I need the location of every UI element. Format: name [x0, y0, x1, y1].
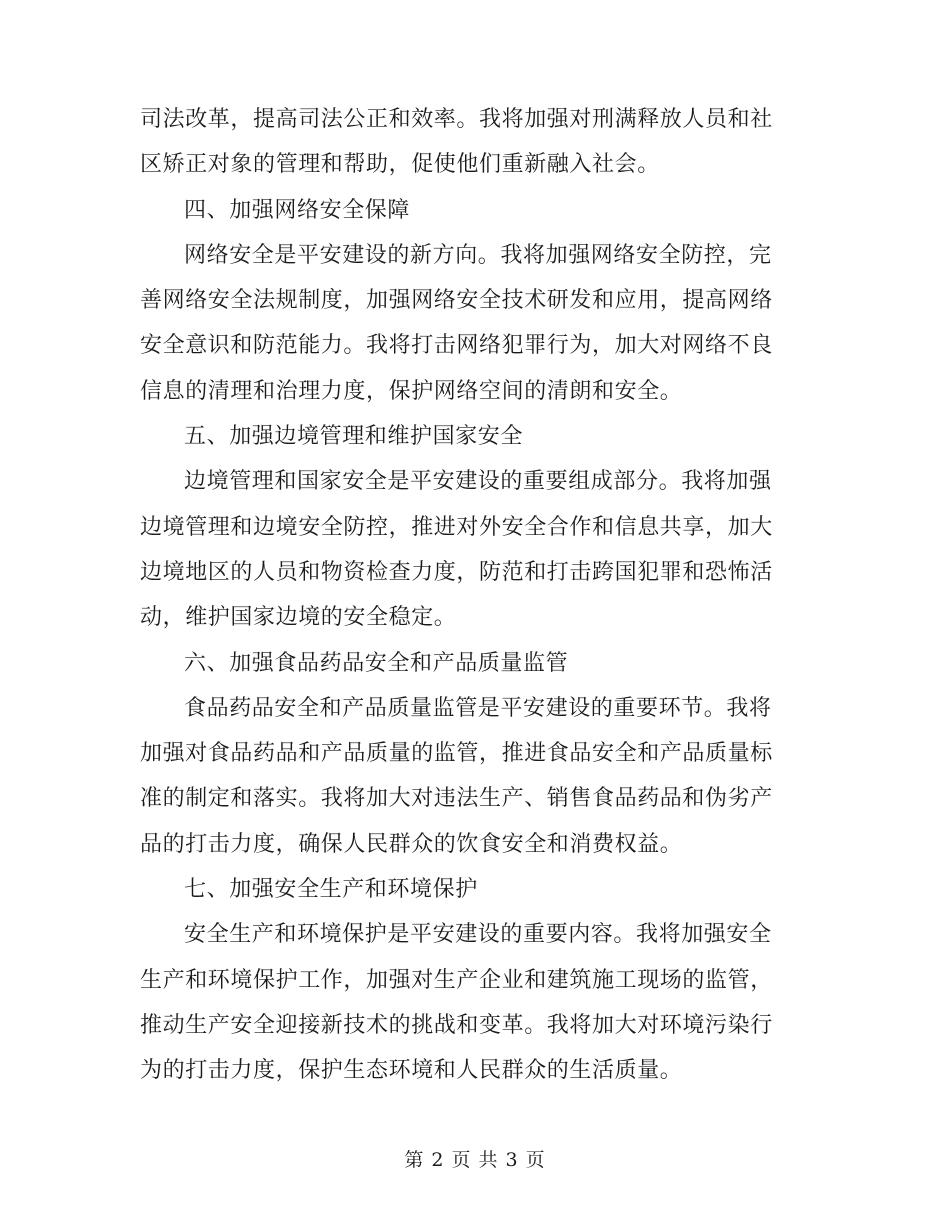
paragraph-first-line: 网络安全是平安建设的新方向。我将加强网络安全防控，完: [184, 242, 772, 268]
paragraph-first-line: 食品药品安全和产品质量监管是平安建设的重要环节。我将: [184, 695, 772, 721]
paragraph-first-line: 边境管理和国家安全是平安建设的重要组成部分。我将加强: [184, 469, 772, 495]
paragraph-line: 准的制定和落实。我将加大对违法生产、销售食品药品和伪劣产: [140, 786, 773, 812]
paragraph-first-line: 六、加强食品药品安全和产品质量监管: [184, 650, 569, 676]
paragraph-line: 安全意识和防范能力。我将打击网络犯罪行为，加大对网络不良: [140, 333, 773, 359]
paragraph-line: 动，维护国家边境的安全稳定。: [140, 605, 457, 631]
paragraph-first-line: 五、加强边境管理和维护国家安全: [184, 424, 524, 450]
paragraph-line: 信息的清理和治理力度，保护网络空间的清朗和安全。: [140, 378, 683, 404]
paragraph-line: 区矫正对象的管理和帮助，促使他们重新融入社会。: [140, 152, 660, 178]
paragraph-line: 司法改革，提高司法公正和效率。我将加强对刑满释放人员和社: [140, 107, 773, 132]
paragraph-first-line: 七、加强安全生产和环境保护: [184, 877, 478, 903]
paragraph-first-line: 安全生产和环境保护是平安建设的重要内容。我将加强安全: [184, 922, 772, 948]
paragraph-line: 品的打击力度，确保人民群众的饮食安全和消费权益。: [140, 831, 683, 857]
paragraph-line: 边境地区的人员和物资检查力度，防范和打击跨国犯罪和恐怖活: [140, 559, 773, 585]
paragraph-line: 生产和环境保护工作，加强对生产企业和建筑施工现场的监管，: [140, 967, 773, 993]
paragraph-line: 加强对食品药品和产品质量的监管，推进食品安全和产品质量标: [140, 741, 773, 767]
paragraph-line: 善网络安全法规制度，加强网络安全技术研发和应用，提高网络: [140, 288, 773, 314]
paragraph-first-line: 四、加强网络安全保障: [184, 197, 411, 223]
paragraph-line: 为的打击力度，保护生态环境和人民群众的生活质量。: [140, 1058, 683, 1084]
page-number-footer: 第 2 页 共 3 页: [404, 1149, 546, 1171]
paragraph-line: 推动生产安全迎接新技术的挑战和变革。我将加大对环境污染行: [140, 1012, 773, 1038]
paragraph-line: 边境管理和边境安全防控，推进对外安全合作和信息共享，加大: [140, 514, 773, 540]
document-body: [140, 97, 810, 1094]
